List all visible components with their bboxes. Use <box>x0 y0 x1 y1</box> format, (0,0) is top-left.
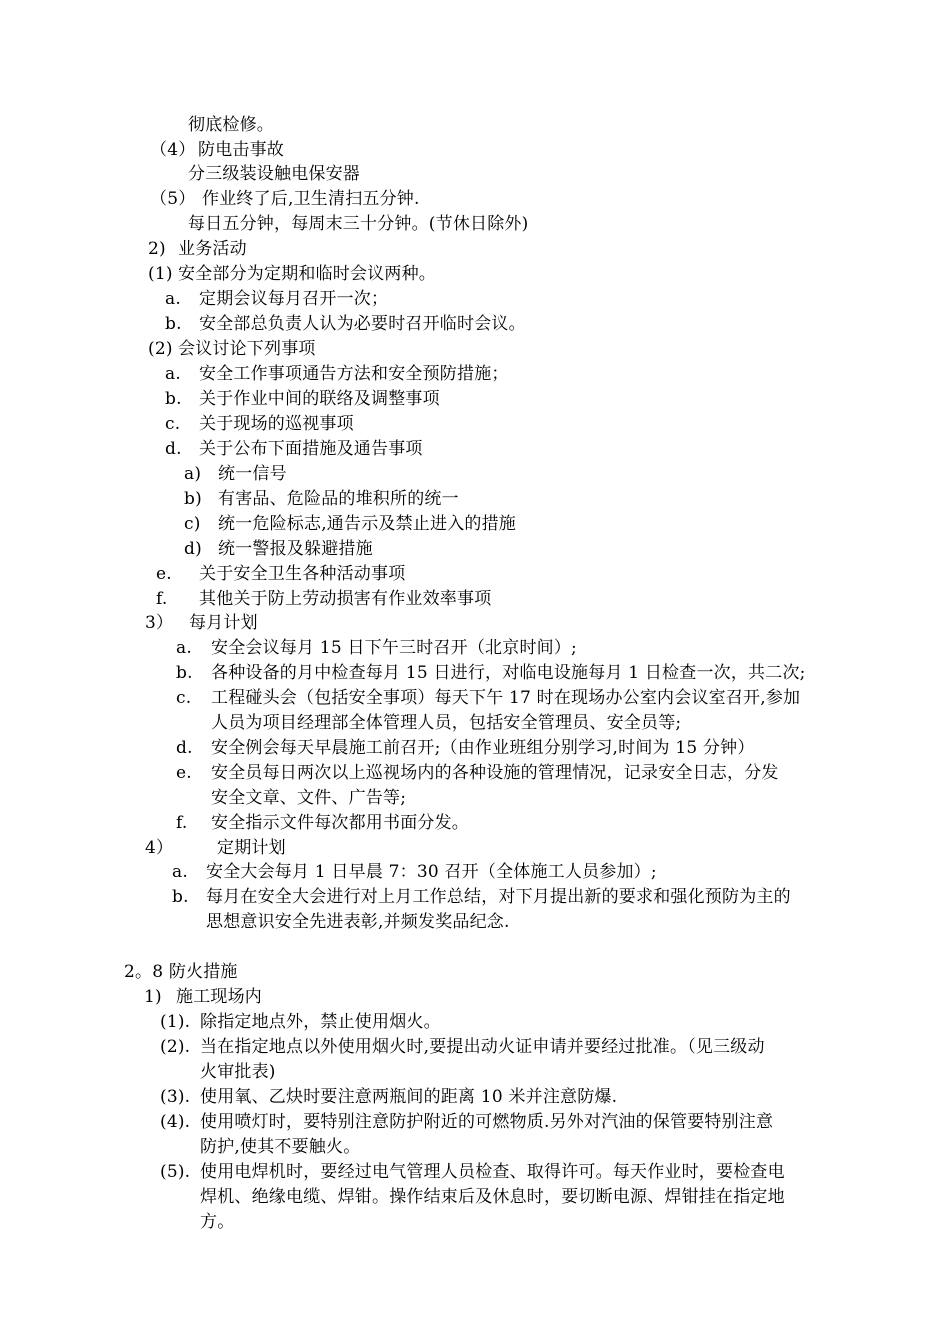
list-item: b. 每月在安全大会进行对上月工作总结，对下月提出新的要求和强化预防为主的 <box>172 887 791 907</box>
list-item: a. 安全会议每月 15 日下午三时召开（北京时间）; <box>176 638 577 658</box>
list-item: a) 统一信号 <box>184 464 287 484</box>
list-item: d) 统一警报及躲避措施 <box>184 539 373 559</box>
text-line: 思想意识安全先进表彰,并频发奖品纪念. <box>206 912 510 932</box>
list-item: f. 其他关于防上劳动损害有作业效率事项 <box>156 589 492 609</box>
list-item: b. 各种设备的月中检查每月 15 日进行，对临电设施每月 1 日检查一次，共二次; <box>176 663 806 683</box>
text-line: 安全文章、文件、广告等; <box>211 788 407 808</box>
list-item: (2) 会议讨论下列事项 <box>148 339 316 359</box>
list-item: c) 统一危险标志,通告示及禁止进入的措施 <box>184 514 517 534</box>
text-line: 方。 <box>200 1212 235 1232</box>
list-item: c. 工程碰头会（包括安全事项）每天下午 17 时在现场办公室内会议室召开,参加 <box>176 688 801 708</box>
section-heading: 4） 定期计划 <box>145 838 286 858</box>
list-item: d. 安全例会每天早晨施工前召开;（由作业班组分别学习,时间为 15 分钟） <box>176 738 755 758</box>
list-item: (1) 安全部分为定期和临时会议两种。 <box>148 264 436 284</box>
section-heading: 1) 施工现场内 <box>144 987 262 1007</box>
list-item: (2). 当在指定地点以外使用烟火时,要提出动火证申请并要经过批准。（见三级动 <box>160 1037 765 1057</box>
section-heading: 3） 每月计划 <box>145 613 258 633</box>
text-line: 防护,使其不要触火。 <box>200 1137 361 1157</box>
list-item: b. 安全部总负责人认为必要时召开临时会议。 <box>165 314 526 334</box>
text-line: 彻底检修。 <box>188 115 274 135</box>
section-heading: 2) 业务活动 <box>148 239 247 259</box>
list-item: d. 关于公布下面措施及通告事项 <box>165 439 423 459</box>
list-item: a. 安全工作事项通告方法和安全预防措施； <box>165 364 509 384</box>
list-item: a. 安全大会每月 1 日早晨 7：30 召开（全体施工人员参加）; <box>172 862 657 882</box>
list-item: e. 关于安全卫生各种活动事项 <box>156 564 406 584</box>
list-item: (1). 除指定地点外，禁止使用烟火。 <box>160 1012 441 1032</box>
list-item: (5). 使用电焊机时，要经过电气管理人员检查、取得许可。每天作业时，要检查电 <box>160 1162 785 1182</box>
list-item: (3). 使用氧、乙炔时要注意两瓶间的距离 10 米并注意防爆. <box>160 1087 618 1107</box>
list-item: b) 有害品、危险品的堆积所的统一 <box>184 489 459 509</box>
list-item: （5） 作业终了后,卫生清扫五分钟. <box>150 189 420 209</box>
list-item: c. 关于现场的巡视事项 <box>165 414 354 434</box>
section-title: 2。8 防火措施 <box>124 962 238 982</box>
text-line: 分三级装设触电保安器 <box>188 164 360 184</box>
list-item: a. 定期会议每月召开一次； <box>165 289 389 309</box>
list-item: (4). 使用喷灯时，要特别注意防护附近的可燃物质.另外对汽油的保管要特别注意 <box>160 1112 774 1132</box>
list-item: b. 关于作业中间的联络及调整事项 <box>165 389 440 409</box>
list-item: （4） 防电击事故 <box>150 140 284 160</box>
text-line: 火审批表) <box>200 1062 276 1082</box>
text-line: 每日五分钟，每周末三十分钟。(节休日除外) <box>188 214 529 234</box>
text-line: 人员为项目经理部全体管理人员，包括安全管理员、安全员等; <box>211 713 682 733</box>
text-line: 焊机、绝缘电缆、焊钳。操作结束后及休息时，要切断电源、焊钳挂在指定地 <box>200 1187 785 1207</box>
list-item: f. 安全指示文件每次都用书面分发。 <box>176 813 469 833</box>
list-item: e. 安全员每日两次以上巡视场内的各种设施的管理情况，记录安全日志，分发 <box>176 763 779 783</box>
